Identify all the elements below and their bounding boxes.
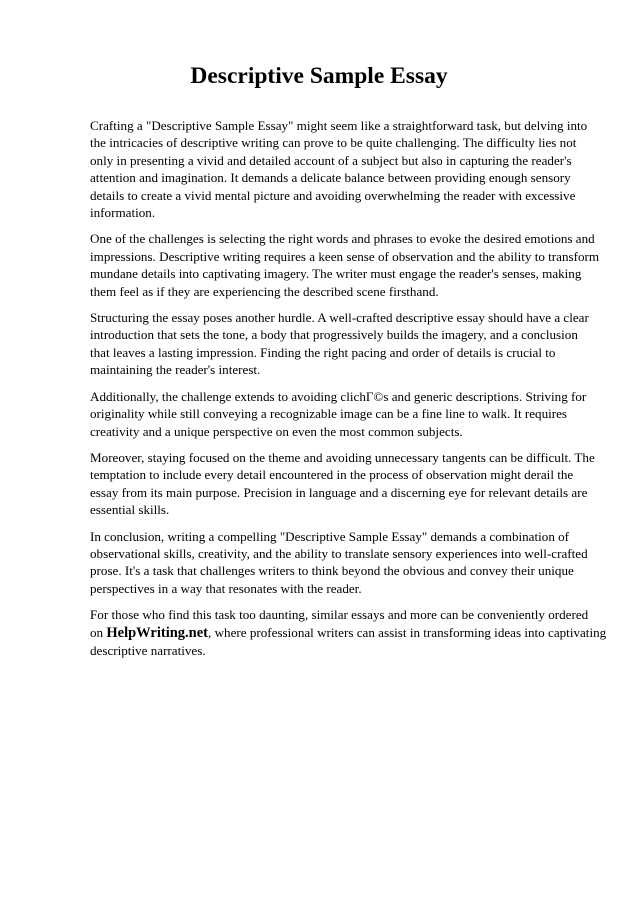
paragraph-line: impressions. Descriptive writing requires a keen sense of observation and the ability to transform — [90, 248, 600, 264]
paragraph-line: the intricacies of descriptive writing can prove to be quite challenging. The difficulty lies not — [90, 135, 577, 151]
essay-paragraph — [90, 528, 600, 598]
essay-body — [90, 117, 607, 668]
paragraph-line: details to create a vivid mental picture and avoiding overwhelming the reader with excessive — [90, 187, 576, 203]
essay-paragraph — [90, 230, 600, 300]
paragraph-line: Crafting a "Descriptive Sample Essay" might seem like a straightforward task, but delving into — [90, 118, 588, 133]
paragraph-line: essay from its main purpose. Precision in language and a discerning eye for relevant details are — [90, 484, 588, 500]
paragraph-line: creativity and a unique perspective on even the most common subjects. — [90, 423, 463, 439]
essay-paragraph — [90, 449, 600, 519]
paragraph-line: essential skills. — [90, 502, 170, 518]
paragraph-line: introduction that sets the tone, a body that progressively builds the imagery, and a conclusion — [90, 327, 578, 343]
paragraph-line: that leaves a lasting impression. Finding the right pacing and order of details is crucial to — [90, 344, 556, 360]
paragraph-line: In conclusion, writing a compelling "Descriptive Sample Essay" demands a combination of — [90, 528, 570, 544]
paragraph-list — [90, 117, 600, 597]
page-title: Descriptive Sample Essay — [190, 63, 448, 89]
paragraph-line: attention and imagination. It demands a delicate balance between providing enough sensory — [90, 170, 571, 186]
paragraph-line: Moreover, staying focused on the theme and avoiding unnecessary tangents can be difficult. The — [90, 449, 595, 465]
paragraph-line: prose. It's a task that challenges writers to think beyond the obvious and convey their unique — [90, 563, 574, 579]
paragraph-line: them feel as if they are experiencing the described scene firsthand. — [90, 283, 439, 299]
essay-paragraph — [90, 388, 600, 440]
closing-line-2 — [90, 624, 607, 642]
paragraph-line: temptation to include every detail encountered in the process of observation might derail the — [90, 467, 574, 483]
paragraph-line: originality while still conveying a recognizable image can be a fine line to walk. It requires — [90, 406, 568, 422]
closing-line-1: For those who find this task too daunting, similar essays and more can be conveniently ordered — [90, 607, 589, 623]
paragraph-line: Structuring the essay poses another hurdle. A well-crafted descriptive essay should have a clear — [90, 310, 589, 326]
paragraph-line: Additionally, the challenge extends to avoiding clichΓ©s and generic descriptions. Striving for — [90, 388, 587, 404]
closing-line-3: descriptive narratives. — [90, 642, 206, 658]
closing-line-2-suffix: , where professional writers can assist in transforming ideas into captivating — [208, 624, 607, 640]
helpwriting-link[interactable]: HelpWriting.net — [106, 624, 209, 641]
closing-line-2-prefix: on — [90, 624, 107, 640]
paragraph-line: maintaining the reader's interest. — [90, 362, 261, 378]
paragraph-line: only in presenting a vivid and detailed account of a subject but also in capturing the reader's — [90, 152, 572, 168]
closing-paragraph — [90, 606, 607, 659]
essay-paragraph — [90, 117, 600, 221]
paragraph-line: mundane details into captivating imagery. The writer must engage the reader's senses, making — [90, 266, 582, 282]
paragraph-line: observational skills, creativity, and the ability to translate sensory experiences into well-crafted — [90, 545, 588, 561]
paragraph-line: perspectives in a way that resonates with the reader. — [90, 580, 362, 596]
paragraph-line: information. — [90, 205, 156, 221]
paragraph-line: One of the challenges is selecting the right words and phrases to evoke the desired emotions and — [90, 231, 595, 247]
essay-paragraph — [90, 309, 600, 379]
